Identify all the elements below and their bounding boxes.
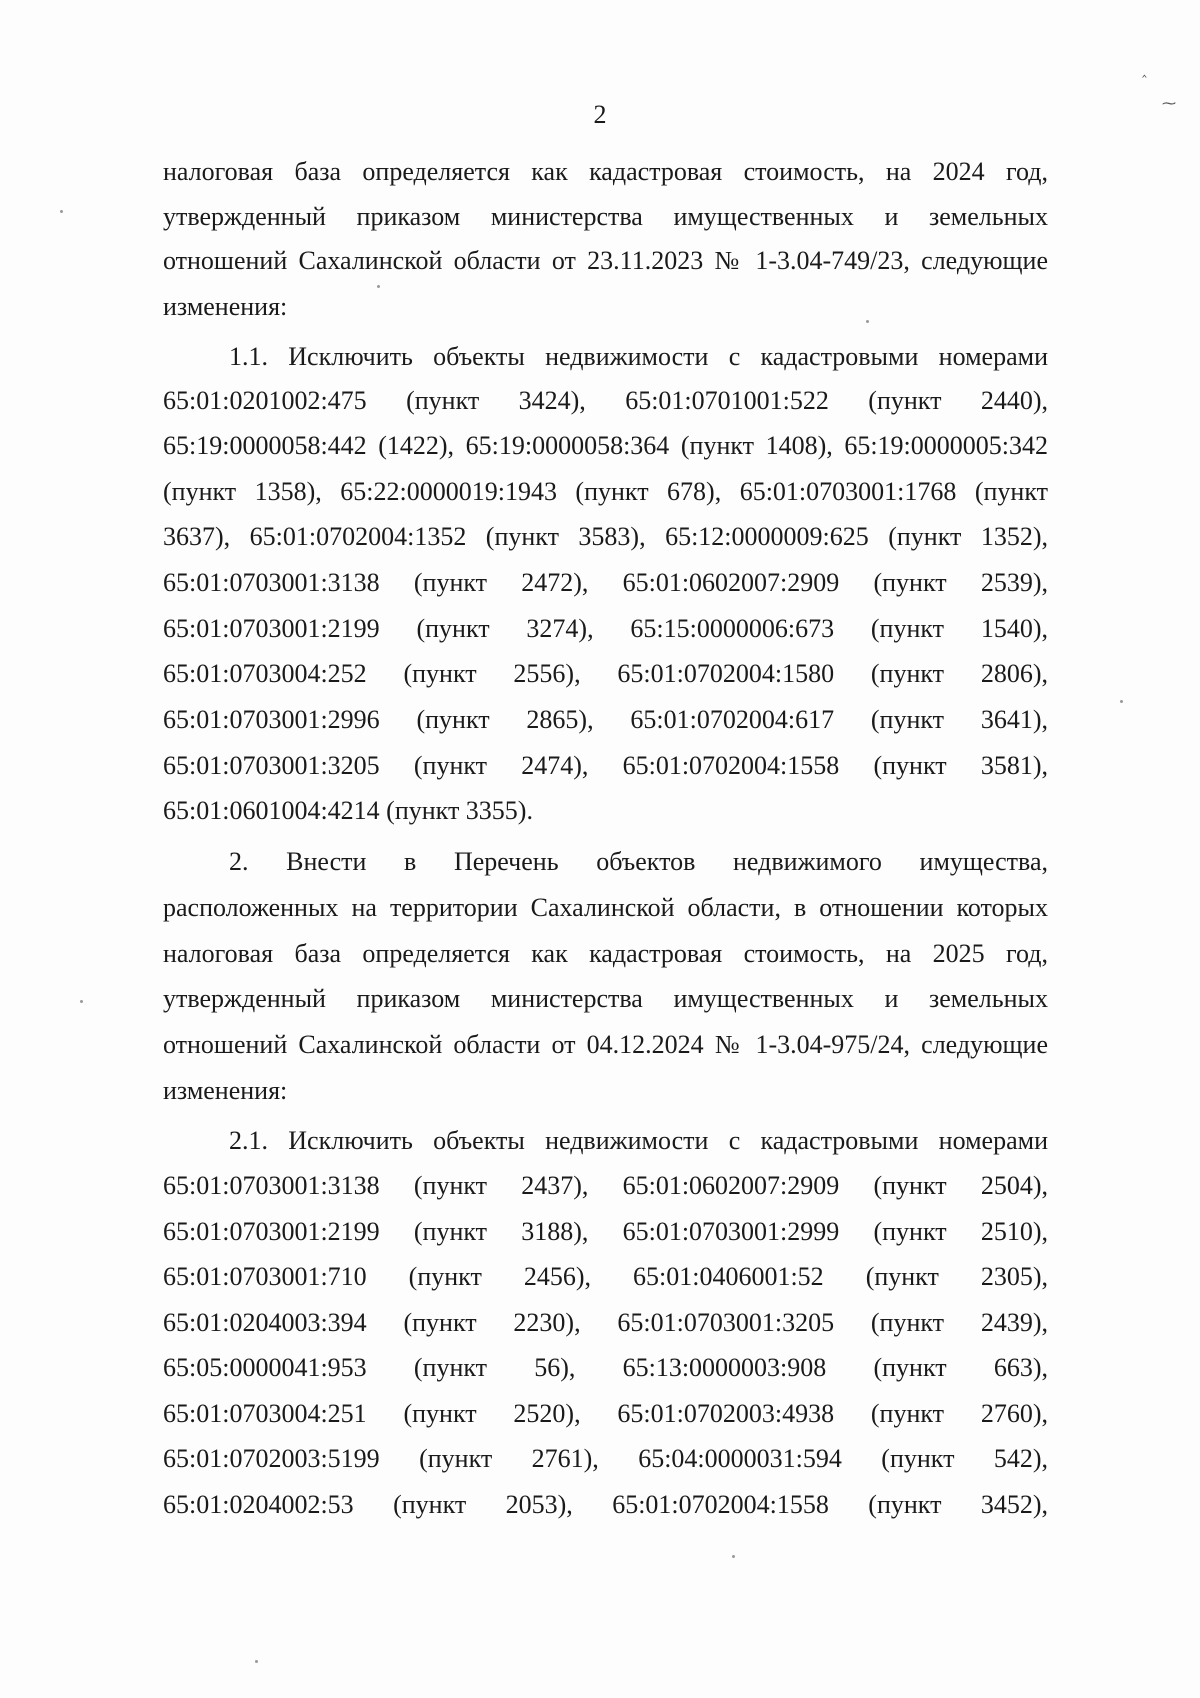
scan-dot [1120,700,1123,703]
text-line: отношений Сахалинской области от 04.12.2024 № 1-3.04-975/24, следующие [163,1030,1048,1059]
text-line: 65:19:0000058:442 (1422), 65:19:0000058:364 (пункт 1408), 65:19:0000005:342 [163,431,1048,460]
text-line: 65:01:0204003:394 (пункт 2230), 65:01:0703001:3205 (пункт 2439), [163,1308,1048,1337]
text-line: 65:01:0703001:710 (пункт 2456), 65:01:0406001:52 (пункт 2305), [163,1262,1048,1291]
text-line: (пункт 1358), 65:22:0000019:1943 (пункт 678), 65:01:0703001:1768 (пункт [163,477,1048,506]
text-line: 3637), 65:01:0702004:1352 (пункт 3583), 65:12:0000009:625 (пункт 1352), [163,522,1048,551]
text-line: 65:01:0703001:2199 (пункт 3188), 65:01:0703001:2999 (пункт 2510), [163,1217,1048,1246]
page-number: 2 [593,100,607,129]
text-line: утвержденный приказом министерства имущественных и земельных [163,984,1048,1013]
text-line: 65:01:0703001:3138 (пункт 2472), 65:01:0602007:2909 (пункт 2539), [163,568,1048,597]
text-line: изменения: [163,1076,288,1105]
scan-dot [60,210,63,213]
text-line: 65:01:0702003:5199 (пункт 2761), 65:04:0000031:594 (пункт 542), [163,1444,1048,1473]
scan-dot [732,1555,735,1558]
text-line: 65:01:0601004:4214 (пункт 3355). [163,796,533,825]
text-line: расположенных на территории Сахалинской области, в отношении которых [163,893,1048,922]
scan-dot [80,1000,83,1003]
text-line: 65:01:0703001:3138 (пункт 2437), 65:01:0602007:2909 (пункт 2504), [163,1171,1048,1200]
text-line: 2. Внести в Перечень объектов недвижимого имущества, [229,847,1048,876]
text-line: 65:01:0204002:53 (пункт 2053), 65:01:0702004:1558 (пункт 3452), [163,1490,1048,1519]
text-line: 1.1. Исключить объекты недвижимости с кадастровыми номерами [229,342,1048,371]
text-line: налоговая база определяется как кадастровая стоимость, на 2025 год, [163,939,1048,968]
text-line: 2.1. Исключить объекты недвижимости с кадастровыми номерами [229,1126,1048,1155]
scan-dot [255,1660,258,1663]
scan-dot [866,320,869,323]
text-line: 65:01:0703004:252 (пункт 2556), 65:01:0702004:1580 (пункт 2806), [163,659,1048,688]
text-line: 65:01:0703001:3205 (пункт 2474), 65:01:0702004:1558 (пункт 3581), [163,751,1048,780]
text-line: 65:05:0000041:953 (пункт 56), 65:13:0000003:908 (пункт 663), [163,1353,1048,1382]
scan-artifact: ⁓ [1162,96,1176,112]
text-line: 65:01:0201002:475 (пункт 3424), 65:01:0701001:522 (пункт 2440), [163,386,1048,415]
text-line: утвержденный приказом министерства имущественных и земельных [163,202,1048,231]
text-line: налоговая база определяется как кадастровая стоимость, на 2024 год, [163,157,1048,186]
text-line: 65:01:0703004:251 (пункт 2520), 65:01:0702003:4938 (пункт 2760), [163,1399,1048,1428]
text-line: 65:01:0703001:2996 (пункт 2865), 65:01:0702004:617 (пункт 3641), [163,705,1048,734]
text-line: изменения: [163,292,288,321]
text-line: отношений Сахалинской области от 23.11.2023 № 1-3.04-749/23, следующие [163,246,1048,275]
scan-artifact: ‸ [1142,62,1147,78]
scan-dot [377,285,380,288]
text-line: 65:01:0703001:2199 (пункт 3274), 65:15:0000006:673 (пункт 1540), [163,614,1048,643]
